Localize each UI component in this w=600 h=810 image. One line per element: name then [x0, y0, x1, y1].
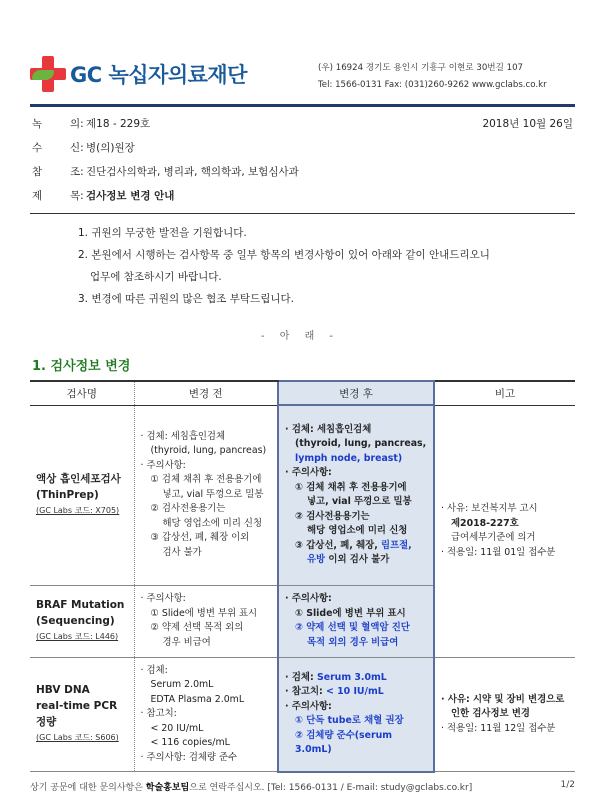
cc-row: 참 조: 진단검사의학과, 병리과, 핵의학과, 보험심사과	[30, 160, 575, 184]
after-cell: · 주의사항: ① Slide에 병변 부위 표시 ② 약제 선택 및 혈액암 진단 목적 외의 경우 비급여	[278, 585, 434, 657]
after-cell: · 검체: Serum 3.0mL · 참고치: < 10 IU/mL · 주의사항: ① 단독 tube로 채혈 권장 ② 검체량 준수(serum 3.0mL)	[278, 657, 434, 772]
document-meta	[30, 112, 575, 208]
paragraph-2: 2. 본원에서 시행하는 검사항목 중 일부 항목의 변경사항이 있어 아래와 같이 안내드리오니	[78, 249, 490, 261]
paragraph-2-cont: 업무에 참조하시기 바랍니다.	[90, 271, 222, 283]
meta-rule	[30, 213, 575, 214]
cc: 진단검사의학과, 병리과, 핵의학과, 보험심사과	[86, 166, 299, 178]
footer-contact: 상기 공문에 대한 문의사항은 학술홍보팀으로 연락주십시오. [Tel: 1566-0131 / E-mail: study@gclabs.co.kr]	[30, 783, 473, 793]
doc-number-row: 녹 의: 제18 - 229호 2018년 10월 26일	[30, 112, 575, 136]
header-rule	[30, 104, 575, 107]
note-cell: · 사유: 보건복지부 고시 제2018-227호 급여세부기준에 의거 · 적용일: 11월 01일 접수분	[434, 405, 575, 657]
footer	[30, 780, 575, 793]
body-paragraphs	[78, 222, 490, 310]
doc-number: 제18 - 229호	[86, 118, 151, 130]
after-cell: · 검체: 세침흡인검체 (thyroid, lung, pancreas, lymph node, breast) · 주의사항: ① 검체 채취 후 전용용기에 넣고, vial 뚜껑으로 밀봉 ② 검사전용용기는 해당 영업소에 미리 신청 ③ 갑상선, 폐, 췌장, 림프절, 유방 이외 검사 불가	[278, 405, 434, 585]
below-marker: - 아 래 -	[260, 331, 340, 342]
logo-text: GC 녹십자의료재단	[70, 63, 247, 87]
address-line: (우) 16924 경기도 용인시 기흥구 이현로 30번길 107	[318, 63, 524, 73]
before-cell: · 검체: Serum 2.0mL EDTA Plasma 2.0mL · 참고치: < 20 IU/mL < 116 copies/mL · 주의사항: 검체량 준수	[134, 657, 278, 772]
table-row	[30, 405, 575, 585]
section-title: 1. 검사정보 변경	[32, 359, 131, 374]
recipient: 병(의)원장	[86, 142, 135, 154]
header-note: 비고	[434, 381, 575, 405]
before-cell: · 주의사항: ① Slide에 병변 부위 표시 ② 약제 선택 목적 외의 경우 비급여	[134, 585, 278, 657]
test-name-cell: HBV DNA real-time PCR 정량 (GC Labs 코드: S606)	[30, 657, 134, 772]
test-code: (GC Labs 코드: X705)	[36, 506, 120, 515]
letterhead	[0, 0, 600, 100]
table-row	[30, 657, 575, 772]
change-table	[30, 380, 575, 773]
note-cell: · 사유: 시약 및 장비 변경으로 인한 검사정보 변경 · 적용일: 11월 12일 접수분	[434, 657, 575, 772]
header-before: 변경 전	[134, 381, 278, 405]
table-header	[30, 381, 575, 405]
before-cell: · 검체: 세침흡인검체 (thyroid, lung, pancreas) · 주의사항: ① 검체 채취 후 전용용기에 넣고, vial 뚜껑으로 밀봉 ② 검사전용용기는 해당 영업소에 미리 신청 ③ 갑상선, 폐, 췌장 이외 검사 불가	[134, 405, 278, 585]
test-code: (GC Labs 코드: L446)	[36, 632, 119, 641]
paragraph-1: 1. 귀원의 무궁한 발전을 기원합니다.	[78, 227, 247, 239]
gc-logo	[30, 56, 247, 92]
contact-line: Tel: 1566-0131 Fax: (031)260-9262 www.gclabs.co.kr	[318, 80, 547, 90]
test-name-cell: BRAF Mutation (Sequencing) (GC Labs 코드: L446)	[30, 585, 134, 657]
recipient-row: 수 신: 병(의)원장	[30, 136, 575, 160]
cross-logo-icon	[30, 56, 66, 92]
org-address	[318, 60, 547, 94]
header-after: 변경 후	[278, 381, 434, 405]
test-code: (GC Labs 코드: S606)	[36, 733, 119, 743]
page-number: 1/2	[560, 780, 575, 790]
subject-row: 제 목: 검사정보 변경 안내	[30, 184, 575, 208]
subject: 검사정보 변경 안내	[86, 190, 175, 202]
header-test-name: 검사명	[30, 381, 134, 405]
test-name-cell: 액상 흡인세포검사 (ThinPrep) (GC Labs 코드: X705)	[30, 405, 134, 585]
paragraph-3: 3. 변경에 따른 귀원의 많은 협조 부탁드립니다.	[78, 293, 294, 305]
doc-date: 2018년 10월 26일	[482, 118, 573, 130]
